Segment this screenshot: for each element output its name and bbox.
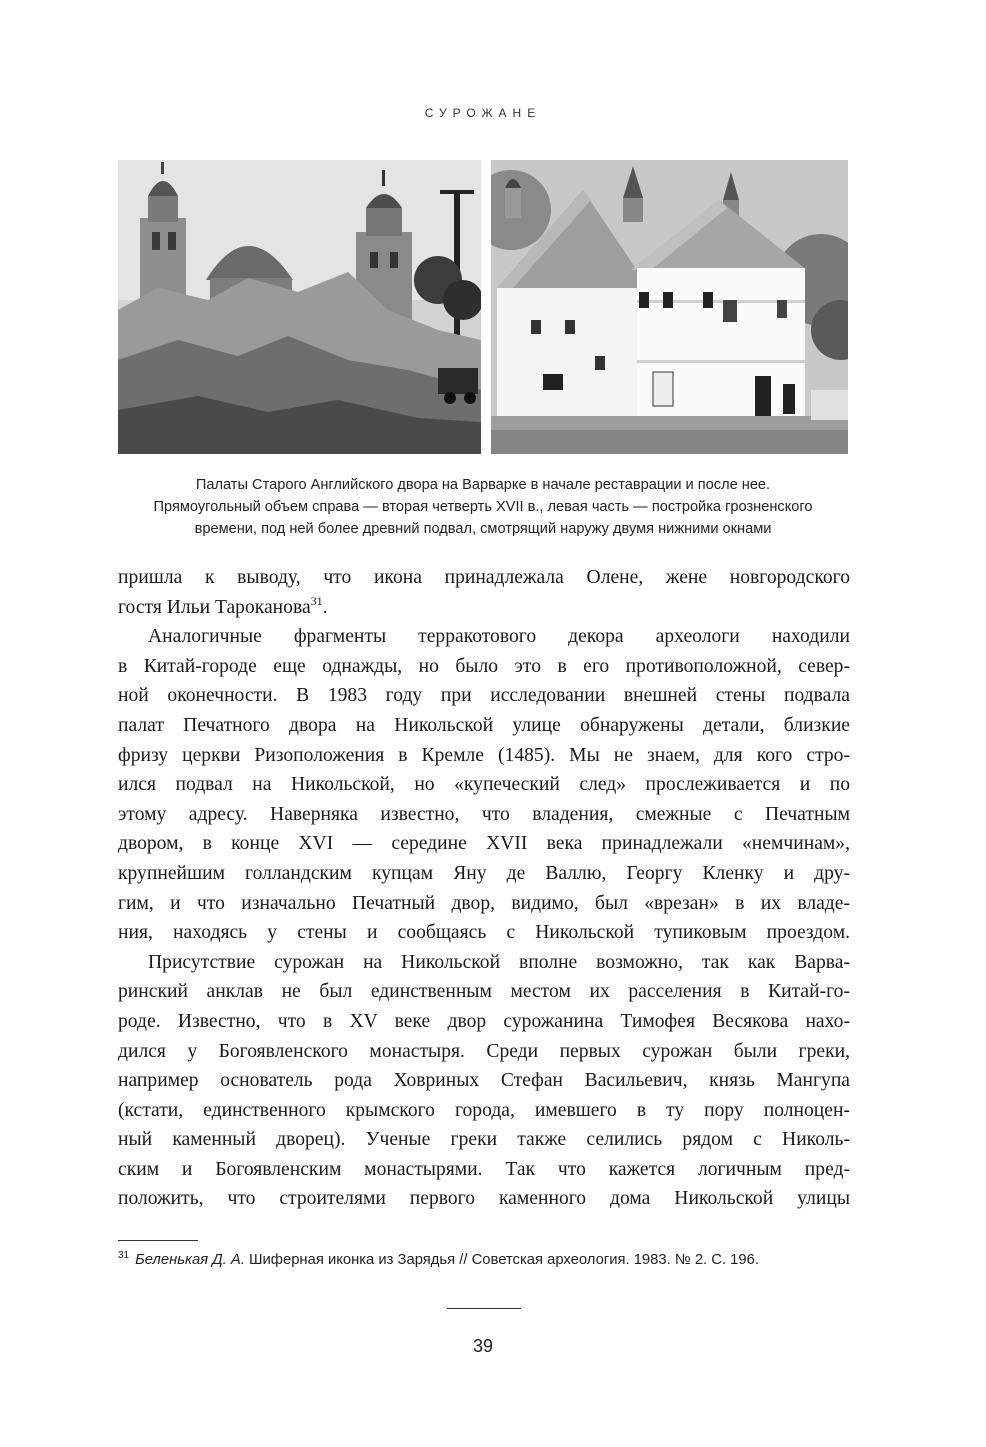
text-line: дился у Богоявленского монастыря. Среди первых сурожан были греки, [118,1040,850,1062]
text-line: пришла к выводу, что икона принадлежала Олене, жене новгородского [118,567,850,588]
text-line: Присутствие сурожан на Никольской вполне возможно, так как Варва- [148,951,850,973]
text-line: крупнейшим голландским купцам Яну де Валлю, Георгу Кленку и дру- [118,862,850,884]
text-line: например основатель рода Ховриных Стефан Васильевич, князь Мангупа [118,1070,850,1092]
text-line: фризу церкви Ризоположения в Кремле (1485). Мы не знаем, для кого стро- [118,744,850,766]
text-line: ный каменный дворец). Ученые греки также селились рядом с Николь- [118,1129,850,1151]
footnote-divider [118,1240,198,1241]
running-head: СУРОЖАНЕ [424,106,542,120]
text-line: палат Печатного двора на Никольской улице обнаружены детали, близкие [118,714,850,736]
text-line: ринский анклав не был единственным местом их расселения в Китай-го- [118,981,850,1003]
text-line: ной оконечности. В 1983 году при исследовании внешней стены подвала [118,685,850,707]
footnote-text: Шиферная иконка из Зарядья // Советская археология. 1983. № 2. С. 196. [244,1252,759,1268]
text-line: в Китай-городе еще однажды, но было это в его противоположной, север- [118,655,850,677]
caption-line: Палаты Старого Английского двора на Варварке в начале реставрации и после нее. [195,477,771,493]
body-text [118,563,850,1214]
footnote-number: 31 [118,1250,130,1261]
text-line: этому адресу. Наверняка известно, что владения, смежные с Печатным [118,803,850,825]
text-line: гим, и что изначально Печатный двор, видимо, был «врезан» в их владе- [118,892,850,914]
text-line: ским и Богоявленским монастырями. Так что кажется логичным пред- [118,1158,850,1180]
text-fragment: . [322,596,328,618]
footnote-ref: 31 [310,593,323,608]
page-number-divider [447,1308,521,1309]
text-line: (кстати, единственного крымского города, имевшего в ту пору полноцен- [118,1099,850,1121]
footnote-author: Беленькая Д. А. [135,1252,245,1268]
page-number: 39 [472,1336,494,1356]
text-fragment: гостя Ильи Тароканова [118,596,311,618]
figure-caption [110,474,856,540]
text-line: двором, в конце XVI — середине XVII века принадлежали «немчинам», [118,833,850,855]
text-line: положить, что строителями первого каменного дома Никольской улицы [118,1188,850,1210]
text-line: Аналогичные фрагменты терракотового декора археологи находили [148,626,850,648]
text-line [118,593,850,623]
text-line: ния, находясь у стены и сообщаясь с Никольской тупиковым проездом. [118,922,850,944]
text-line: роде. Известно, что в XV веке двор сурожанина Тимофея Весякова нахо- [118,1010,850,1032]
photo-building-after-restoration [491,160,848,454]
footnote [118,1252,858,1268]
caption-line: времени, под ней более древний подвал, смотрящий наружу двумя нижними окнами [194,521,772,537]
text-line: ился подвал на Никольской, но «купеческий след» прослеживается и по [118,774,850,796]
photo-ruins-before-restoration [118,160,481,454]
caption-line: Прямоугольный объем справа — вторая четверть XVII в., левая часть — постройка грозненского [153,499,813,515]
